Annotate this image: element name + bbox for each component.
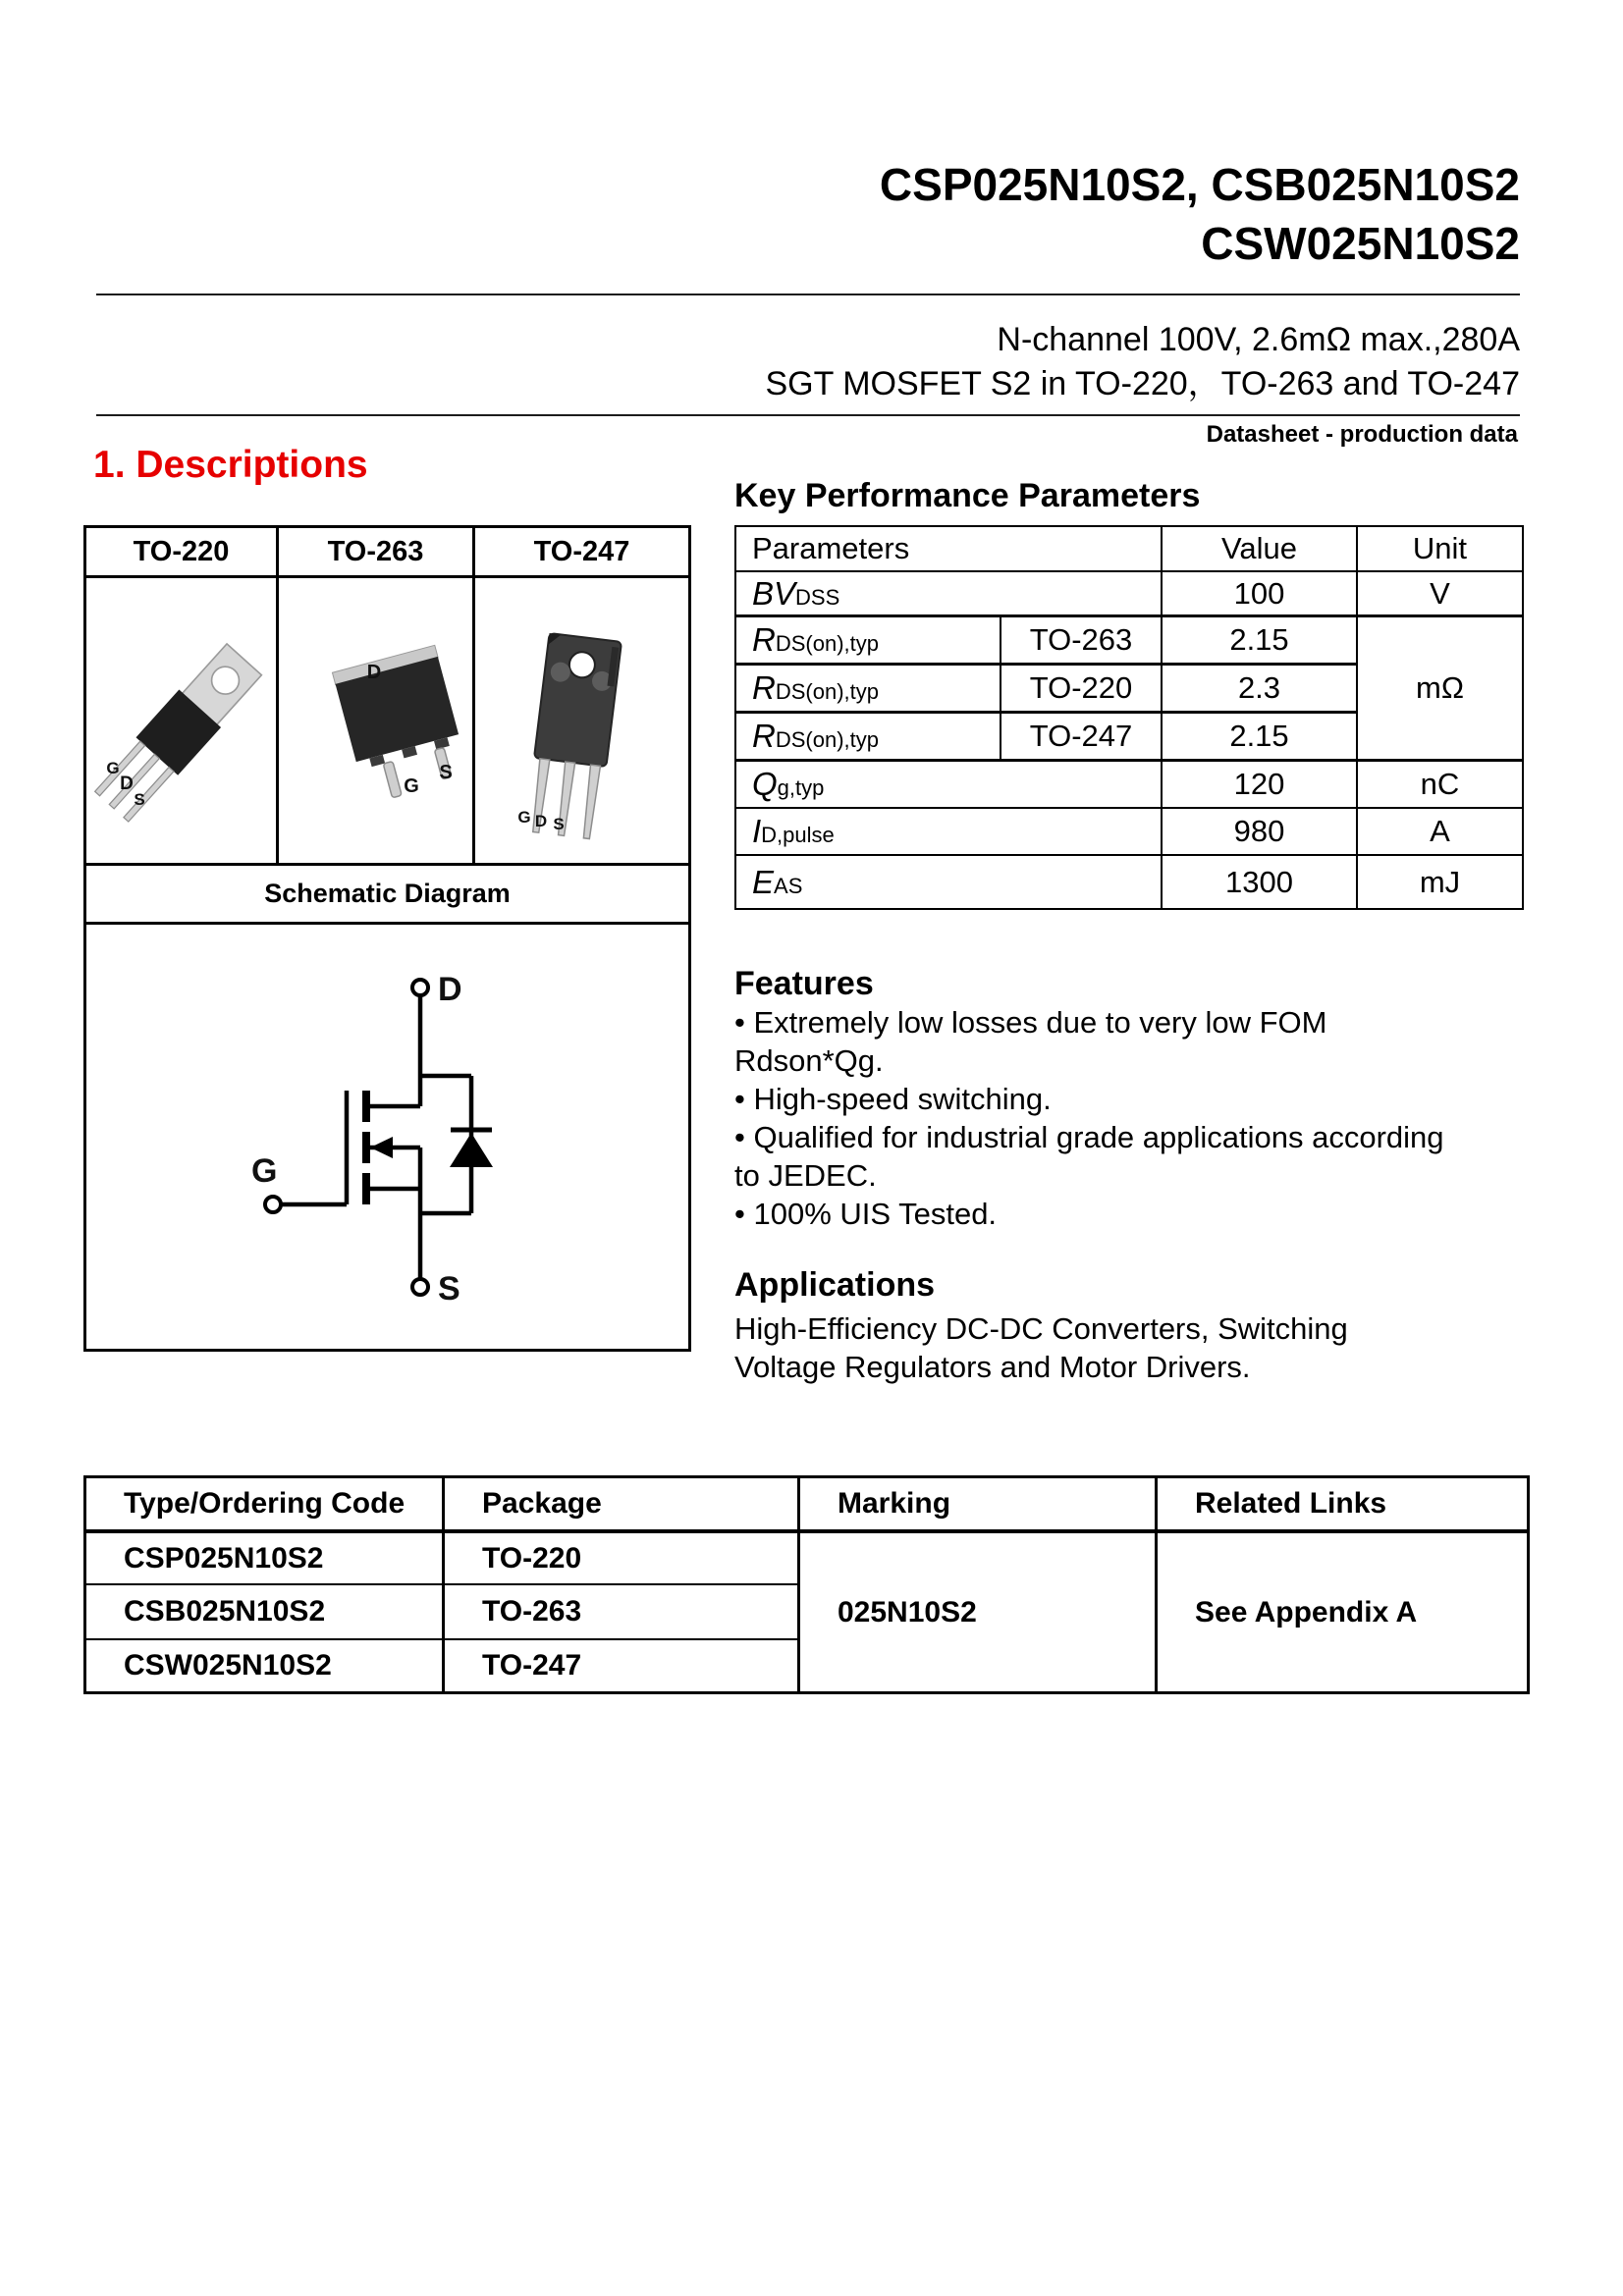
ordering-package: TO-220 (444, 1531, 799, 1584)
ordering-type: CSP025N10S2 (85, 1531, 444, 1584)
to263-pin-label-s: S (439, 762, 453, 783)
to263-package-image (279, 578, 472, 863)
parameter-name: BVDSS (735, 571, 1162, 616)
title-line-2: CSW025N10S2 (1201, 218, 1520, 269)
ordering-header-row (85, 1477, 1529, 1532)
parameter-name: RDS(on),typ (735, 616, 1001, 665)
applications-line: High-Efficiency DC-DC Converters, Switching (734, 1311, 1348, 1346)
kpp-col-parameters: Parameters (735, 526, 1162, 571)
parameter-name: ID,pulse (735, 808, 1162, 855)
feature-line: • 100% UIS Tested. (734, 1197, 998, 1231)
package-header-to247: TO-247 (474, 527, 690, 577)
title-line-1: CSP025N10S2, CSB025N10S2 (879, 159, 1520, 210)
kpp-row-eas (735, 855, 1523, 909)
section-heading-descriptions: 1. Descriptions (93, 444, 368, 486)
schematic-label-row (85, 865, 690, 924)
kpp-table (734, 525, 1524, 910)
ordering-type: CSW025N10S2 (85, 1639, 444, 1693)
feature-line: to JEDEC. (734, 1158, 877, 1193)
package-header-to220: TO-220 (85, 527, 278, 577)
kpp-heading: Key Performance Parameters (734, 477, 1201, 514)
features-heading: Features (734, 965, 874, 1002)
horizontal-divider (96, 294, 1520, 295)
schematic-pin-label-s: S (438, 1270, 460, 1308)
mosfet-schematic (86, 925, 676, 1343)
schematic-diagram-label: Schematic Diagram (85, 865, 690, 924)
parameter-name: RDS(on),typ (735, 713, 1001, 761)
datasheet-status-note: Datasheet - production data (1206, 421, 1518, 448)
parameter-unit: V (1357, 571, 1523, 616)
feature-line: • High-speed switching. (734, 1082, 1052, 1116)
parameter-value: 980 (1162, 808, 1357, 855)
to220-pin-label-s: S (134, 790, 145, 809)
package-image-row (85, 577, 690, 865)
to247-pin-label-d: D (534, 812, 548, 830)
summary-line-2: SGT MOSFET S2 in TO-220，TO-263 and TO-247 (765, 365, 1520, 402)
parameter-value: 2.15 (1162, 713, 1357, 761)
ordering-row-csp (85, 1531, 1529, 1584)
ordering-table (83, 1475, 1530, 1694)
features-list (734, 1003, 1559, 1233)
applications-heading: Applications (734, 1266, 936, 1304)
parameter-package: TO-263 (1001, 616, 1162, 665)
ordering-col-type: Type/Ordering Code (85, 1477, 444, 1532)
parameter-unit: mΩ (1357, 616, 1523, 761)
ordering-package: TO-247 (444, 1639, 799, 1693)
feature-line: • Qualified for industrial grade applications according (734, 1120, 1444, 1154)
applications-text (734, 1309, 1559, 1386)
to220-pin-label-g: G (106, 759, 120, 777)
part-number-title (880, 155, 1520, 273)
to263-pin-label-g: G (404, 775, 419, 797)
device-summary (765, 318, 1520, 406)
parameter-value: 100 (1162, 571, 1357, 616)
kpp-row-rdson-to263 (735, 616, 1523, 665)
to263-pin-label-d: D (366, 662, 382, 683)
kpp-row-idpulse (735, 808, 1523, 855)
kpp-col-value: Value (1162, 526, 1357, 571)
parameter-value: 120 (1162, 761, 1357, 809)
parameter-name: EAS (735, 855, 1162, 909)
kpp-row-qg (735, 761, 1523, 809)
to247-package-image (475, 578, 688, 863)
package-header-to263: TO-263 (278, 527, 474, 577)
ordering-col-related: Related Links (1157, 1477, 1529, 1532)
ordering-marking: 025N10S2 (799, 1531, 1157, 1693)
summary-line-1: N-channel 100V, 2.6mΩ max.,280A (997, 321, 1520, 358)
schematic-pin-label-d: D (438, 971, 462, 1008)
kpp-header-row (735, 526, 1523, 571)
schematic-row (85, 924, 690, 1351)
parameter-name: Qg,typ (735, 761, 1162, 809)
parameter-unit: A (1357, 808, 1523, 855)
package-overview-table (83, 525, 691, 1352)
ordering-package: TO-263 (444, 1584, 799, 1639)
parameter-value: 1300 (1162, 855, 1357, 909)
package-table-header-row (85, 527, 690, 577)
to247-pin-label-s: S (553, 815, 565, 833)
kpp-col-unit: Unit (1357, 526, 1523, 571)
schematic-pin-label-g: G (251, 1152, 278, 1190)
kpp-row-bvdss (735, 571, 1523, 616)
feature-line: • Extremely low losses due to very low FOM (734, 1005, 1327, 1040)
applications-line: Voltage Regulators and Motor Drivers. (734, 1350, 1251, 1384)
ordering-col-marking: Marking (799, 1477, 1157, 1532)
ordering-related-links: See Appendix A (1157, 1531, 1529, 1693)
parameter-package: TO-220 (1001, 665, 1162, 713)
feature-line: Rdson*Qg. (734, 1043, 884, 1078)
to247-pin-label-g: G (517, 808, 531, 827)
parameter-unit: nC (1357, 761, 1523, 809)
ordering-type: CSB025N10S2 (85, 1584, 444, 1639)
to220-pin-label-d: D (120, 774, 134, 794)
parameter-value: 2.15 (1162, 616, 1357, 665)
parameter-package: TO-247 (1001, 713, 1162, 761)
parameter-unit: mJ (1357, 855, 1523, 909)
horizontal-divider (96, 414, 1520, 416)
to220-package-image (86, 578, 276, 863)
parameter-value: 2.3 (1162, 665, 1357, 713)
ordering-col-package: Package (444, 1477, 799, 1532)
parameter-name: RDS(on),typ (735, 665, 1001, 713)
